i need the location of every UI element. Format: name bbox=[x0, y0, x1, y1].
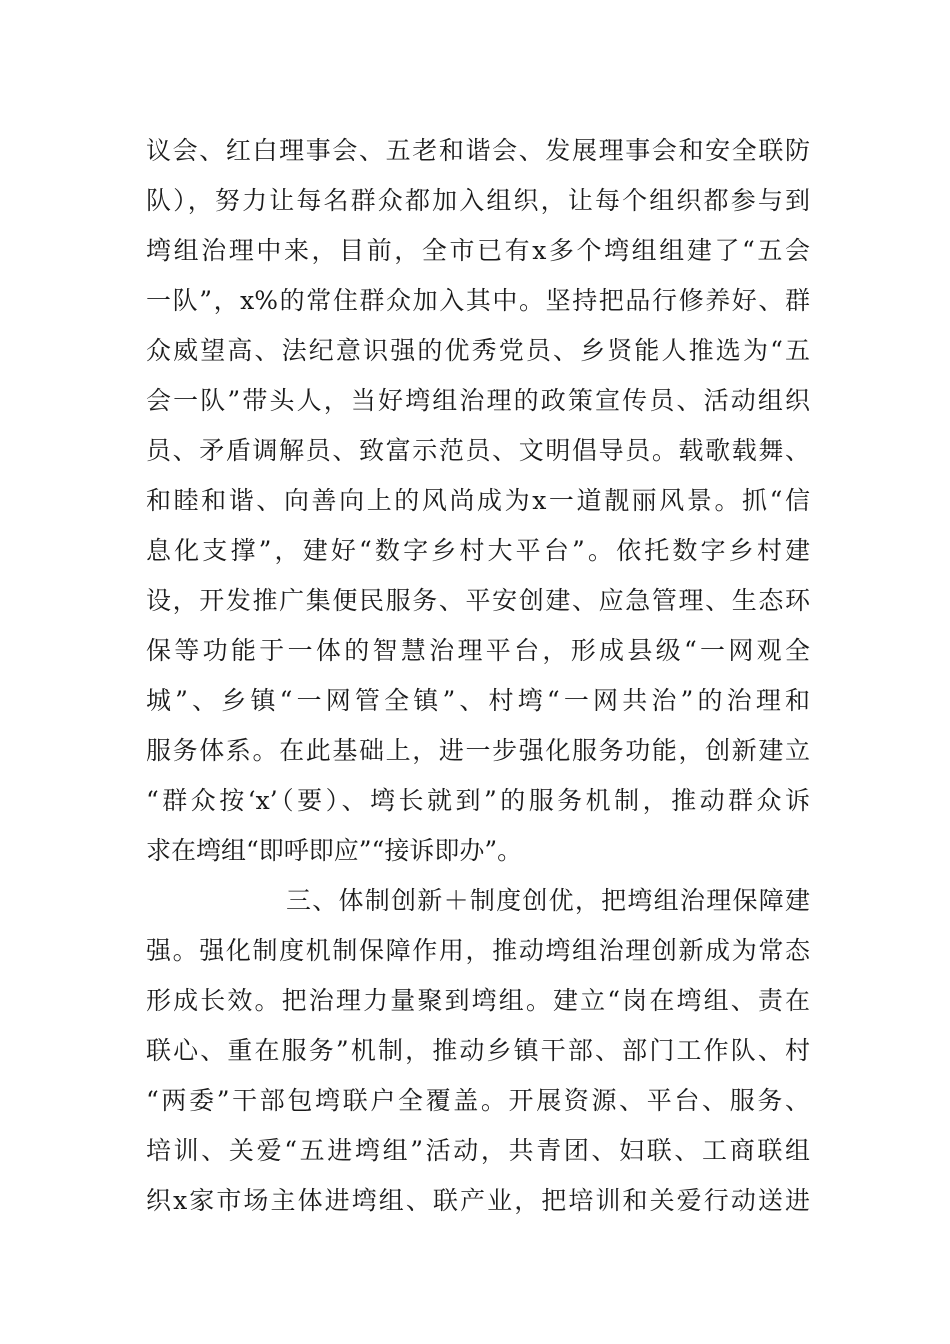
text-line: 队），努力让每名群众都加入组织，让每个组织都参与到 bbox=[146, 186, 810, 215]
text-line: 和睦和谐、向善向上的风尚成为x一道靓丽风景。抓“信 bbox=[146, 486, 810, 515]
text-line: 城”、乡镇“一网管全镇”、村塆“一网共治”的治理和 bbox=[146, 686, 810, 715]
text-line: 保等功能于一体的智慧治理平台，形成县级“一网观全 bbox=[146, 636, 810, 665]
text-line: 服务体系。在此基础上，进一步强化服务功能，创新建立 bbox=[146, 736, 810, 765]
text-line: 会一队”带头人，当好塆组治理的政策宣传员、活动组织 bbox=[146, 386, 810, 415]
text-line: 员、矛盾调解员、致富示范员、文明倡导员。载歌载舞、 bbox=[146, 436, 810, 465]
text-line: 形成长效。把治理力量聚到塆组。建立“岗在塆组、责在 bbox=[146, 986, 810, 1015]
section-heading-line: 三、体制创新＋制度创优，把塆组治理保障建 bbox=[286, 886, 810, 915]
text-line: “两委”干部包塆联户全覆盖。开展资源、平台、服务、 bbox=[146, 1086, 810, 1115]
text-line: “群众按‘x’（要）、塆长就到”的服务机制，推动群众诉 bbox=[146, 786, 810, 815]
paragraph-1 bbox=[146, 126, 810, 876]
paragraph-2 bbox=[146, 876, 810, 1226]
text-line: 息化支撑”，建好“数字乡村大平台”。依托数字乡村建 bbox=[146, 536, 810, 565]
text-line: 织x家市场主体进塆组、联产业，把培训和关爱行动送进 bbox=[146, 1186, 810, 1215]
text-line: 议会、红白理事会、五老和谐会、发展理事会和安全联防 bbox=[146, 136, 810, 165]
document-body bbox=[146, 126, 810, 1226]
text-line: 塆组治理中来，目前，全市已有x多个塆组组建了“五会 bbox=[146, 236, 810, 265]
text-line: 联心、重在服务”机制，推动乡镇干部、部门工作队、村 bbox=[146, 1036, 810, 1065]
text-line: 强。强化制度机制保障作用，推动塆组治理创新成为常态 bbox=[146, 936, 810, 965]
text-line: 设，开发推广集便民服务、平安创建、应急管理、生态环 bbox=[146, 586, 810, 615]
text-line: 求在塆组“即呼即应”“接诉即办”。 bbox=[146, 836, 523, 865]
text-line: 培训、关爱“五进塆组”活动，共青团、妇联、工商联组 bbox=[146, 1136, 810, 1165]
text-line: 众威望高、法纪意识强的优秀党员、乡贤能人推选为“五 bbox=[146, 336, 810, 365]
text-line: 一队”，x%的常住群众加入其中。坚持把品行修养好、群 bbox=[146, 286, 810, 315]
